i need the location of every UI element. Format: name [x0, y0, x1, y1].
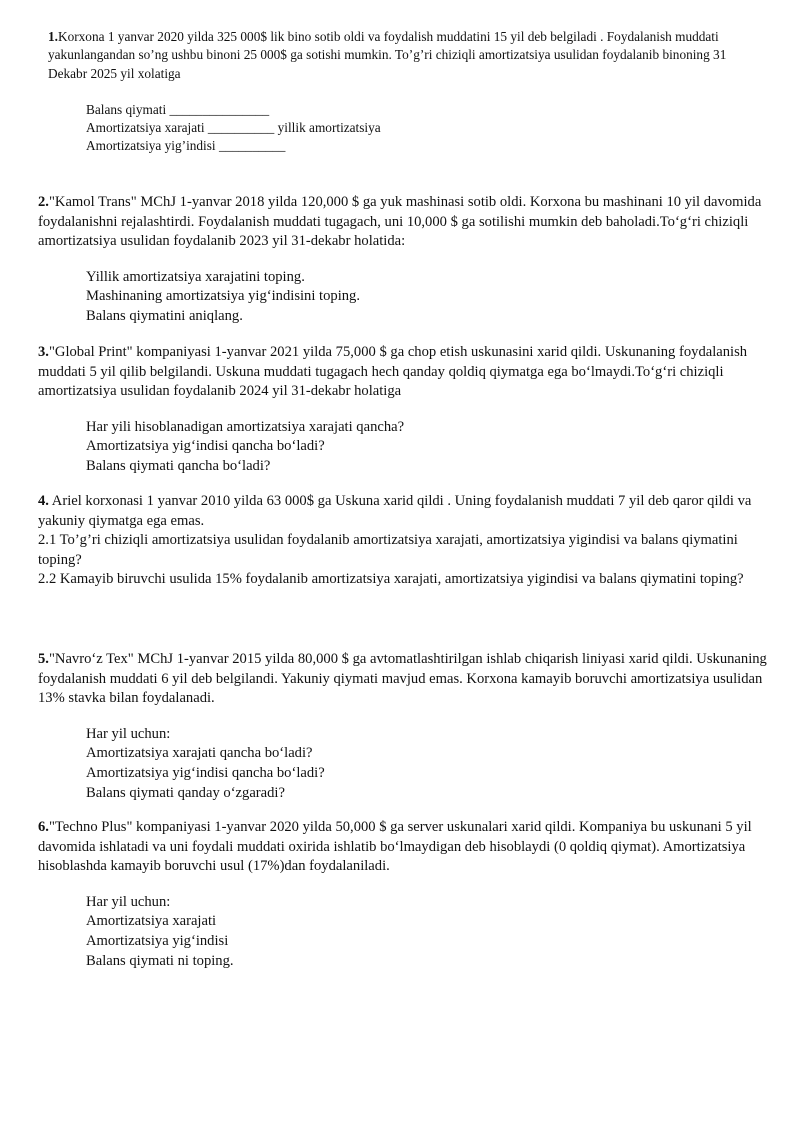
problem-4-part-2: 2.2 Kamayib biruvchi usulida 15% foydalanib amortizatsiya xarajati, amortizatsiya yigindisi va balans qiymatini toping?: [38, 571, 744, 588]
question-line: Amortizatsiya yig’indisi __________: [86, 138, 286, 154]
question-line: Har yili hisoblanadigan amortizatsiya xarajati qancha?: [86, 418, 405, 435]
problem-1: [48, 28, 758, 156]
problem-4: [38, 492, 773, 590]
question-line: Balans qiymatini aniqlang.: [86, 307, 243, 324]
problem-1-questions: [86, 101, 758, 156]
problem-4-statement: [38, 492, 773, 531]
question-line: Balans qiymati ni toping.: [86, 952, 234, 969]
question-line: Amortizatsiya yig‘indisi qancha bo‘ladi?: [86, 438, 325, 455]
question-line: Har yil uchun:: [86, 725, 171, 742]
problem-5-number: 5.: [38, 651, 49, 667]
problem-5-text: "Navro‘z Tex" MChJ 1-yanvar 2015 yilda 80,000 $ ga avtomatlashtirilgan ishlab chiqarish liniyasi xarid qildi. Uskunaning foydalanish muddati 6 yil deb belgilandi. Yakuniy qiymati mavjud emas. Korxona kamayib boruvchi amortizatsiya usulidan 13% stavka bilan foydalanadi.: [38, 651, 767, 707]
question-line: Amortizatsiya yig‘indisi qancha bo‘ladi?: [86, 764, 325, 781]
problem-2-questions: [86, 268, 773, 327]
problem-4-text: Ariel korxonasi 1 yanvar 2010 yilda 63 000$ ga Uskuna xarid qildi . Uning foydalanish muddati 7 yil deb qaror qildi va yakuniy qiymatga ega emas.: [38, 493, 752, 529]
problem-3-statement: [38, 343, 773, 402]
problem-3-text: "Global Print" kompaniyasi 1-yanvar 2021 yilda 75,000 $ ga chop etish uskunasini xarid qildi. Uskunaning foydalanish muddati 5 yil qilib belgilandi. Uskuna muddati tugagach hech qanday qoldiq qiymatga ega bo‘lmaydi.To‘g‘ri chiziqli amortizatsiya usulidan foydalanib 2024 yil 31-dekabr holatiga: [38, 344, 748, 400]
problem-3-questions: [86, 418, 773, 477]
question-line: Balans qiymati qanday o‘zgaradi?: [86, 784, 285, 801]
question-line: Amortizatsiya yig‘indisi: [86, 932, 229, 949]
problem-2-number: 2.: [38, 194, 49, 210]
problem-5-questions: [86, 725, 773, 803]
problem-6-statement: [38, 818, 773, 877]
question-line: Amortizatsiya xarajati __________ yillik amortizatsiya: [86, 120, 381, 136]
problem-3-number: 3.: [38, 344, 49, 360]
question-line: Balans qiymati _______________: [86, 101, 270, 117]
problem-2-statement: [38, 193, 773, 252]
question-line: Balans qiymati qancha bo‘ladi?: [86, 457, 271, 474]
question-line: Har yil uchun:: [86, 893, 171, 910]
question-line: Yillik amortizatsiya xarajatini toping.: [86, 268, 305, 285]
problem-3: [38, 343, 773, 477]
problem-6-text: "Techno Plus" kompaniyasi 1-yanvar 2020 yilda 50,000 $ ga server uskunalari xarid qildi. Kompaniya bu uskunani 5 yil davomida ishlatadi va uni foydali muddati oxirida ishlatib bo‘lmaydigan deb hisoblaydi (0 qoldiq qiymat). Amortizatsiya hisoblashda kamayib boruvchi usul (17%)dan foydalaniladi.: [38, 819, 752, 875]
problem-1-text: Korxona 1 yanvar 2020 yilda 325 000$ lik bino sotib oldi va foydalish muddatini 15 yil deb belgiladi . Foydalanish muddati yakunlangandan so’ng ushbu binoni 25 000$ ga sotishi mumkin. To’g’ri chiziqli amortizatsiya usulidan foydalanib binoning 31 Dekabr 2025 yil xolatiga: [48, 29, 727, 81]
problem-5: [38, 650, 773, 803]
problem-6-number: 6.: [38, 819, 49, 835]
question-line: Amortizatsiya xarajati qancha bo‘ladi?: [86, 745, 313, 762]
question-line: Mashinaning amortizatsiya yig‘indisini toping.: [86, 288, 361, 305]
problem-6-questions: [86, 893, 773, 971]
problem-5-statement: [38, 650, 773, 709]
question-line: Amortizatsiya xarajati: [86, 913, 217, 930]
problem-4-number: 4.: [38, 493, 49, 509]
problem-6: [38, 818, 773, 971]
problem-2: [38, 193, 773, 327]
problem-1-statement: [48, 28, 758, 83]
problem-1-number: 1.: [48, 29, 58, 44]
problem-2-text: "Kamol Trans" MChJ 1-yanvar 2018 yilda 120,000 $ ga yuk mashinasi sotib oldi. Korxona bu mashinani 10 yil davomida foydalanishni rejalashtirdi. Foydalanish muddati tugagach, uni 10,000 $ ga sotilishi mumkin deb baholadi.To‘g‘ri chiziqli amortizatsiya usulidan foydalanib 2023 yil 31-dekabr holatida:: [38, 194, 762, 250]
problem-4-part-1: 2.1 To’g’ri chiziqli amortizatsiya usulidan foydalanib amortizatsiya xarajati, amortizatsiya yigindisi va balans qiymatini toping?: [38, 532, 738, 568]
